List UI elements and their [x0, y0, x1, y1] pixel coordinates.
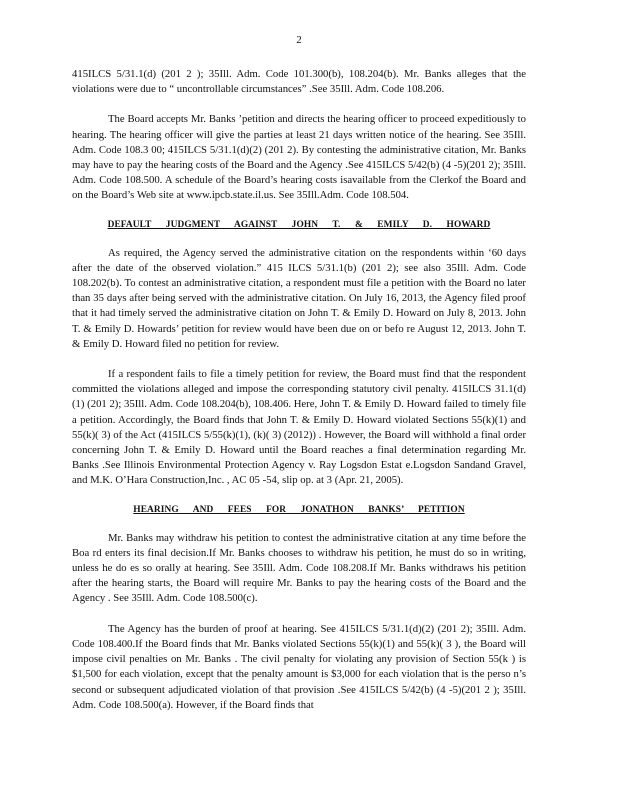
section-heading-hearing-and-fees	[72, 504, 526, 517]
paragraph-burden-of-proof: The Agency has the burden of proof at hearing. See 415ILCS 5/31.1(d)(2) (201 2); 35Ill. Adm. Code 108.400.If the Board finds that Mr. Banks violated Sections 55(k)(1) and 55(k)( 3 ), the Board will impose civil penalties on Mr. Banks . The civil penalty for violating any provision of Section 55(k ) is $1,500 for each violation, except that the penalty amount is $3,000 for each violation that is the perso n’s second or subsequent adjudicated violation of that provision .See 415ILCS 5/42(b) (4 -5)(201 2 ); 35Ill. Adm. Code 108.500(a). However, if the Board finds that	[72, 622, 526, 711]
paragraph-hearing-acceptance: The Board accepts Mr. Banks ’petition and directs the hearing officer to proceed expeditiously to hearing. The hearing officer will give the parties at least 21 days written notice of the hearing. See 35Ill. Adm. Code 108.3 00; 415ILCS 5/31.1(d)(2) (201 2). By contesting the administrative citation, Mr. Banks may have to pay the hearing costs of the Board and the Agency .See 415ILCS 5/42(b) (4 -5)(201 2); 35Ill. Adm. Code 108.500. A schedule of the Board’s hearing costs isavailable from the Clerkof the Board and on the Board’s Web site at www.ipcb.state.il.us. See 35Ill.Adm. Code 108.504.	[72, 113, 526, 202]
section-heading-default-judgment-text: DEFAULT JUDGMENT AGAINST JOHN T. & EMILY D. HOWARD	[107, 219, 491, 230]
section-heading-hearing-and-fees-text: HEARING AND FEES FOR JONATHON BANKS’ PETITION	[133, 504, 465, 515]
paragraph-default-finding: If a respondent fails to file a timely petition for review, the Board must find that the respondent committed the violations alleged and impose the corresponding statutory civil penalty. 415ILCS 31.1(d) (1) (201 2); 35Ill. Adm. Code 108.204(b), 108.406. Here, John T. & Emily D. Howard failed to timely file a petition. Accordingly, the Board finds that John T. & Emily D. Howard violated Sections 55(k)(1) and 55(k)( 3) of the Act (415ILCS 5/55(k)(1), (k)( 3) (2012)) . However, the Board will withhold a final order concerning John T. & Emily D. Howard until the Board reaches a final determination regarding Mr. Banks .See Illinois Environmental Protection Agency v. Ray Logsdon Estat e.Logsdon Sandand Gravel, and M.K. O’Hara Construction,Inc. , AC 05 -54, slip op. at 3 (Apr. 21, 2005).	[72, 368, 526, 487]
section-heading-default-judgment	[72, 219, 526, 232]
page-number: 2	[296, 34, 302, 46]
paragraph-withdrawal: Mr. Banks may withdraw his petition to contest the administrative citation at any time before the Boa rd enters its final decision.If Mr. Banks chooses to withdraw his petition, he must do so in writing, unless he do es so orally at hearing. See 35Ill. Adm. Code 108.208.If Mr. Banks withdraws his petition after the hearing starts, the Board will require Mr. Banks to pay the hearing costs of the Board and the Agency . See 35Ill. Adm. Code 108.500(c).	[72, 531, 526, 605]
paragraph-service-of-citation: As required, the Agency served the administrative citation on the respondents within ‘60 days after the date of the observed violation.” 415 ILCS 5/31.1(b) (201 2); see also 35Ill. Adm. Code 108.202(b). To contest an administrative citation, a respondent must file a petition with the Board no later than 35 days after being served with the administrative citation. On July 16, 2013, the Agency filed proof that it had timely served the administrative citation on John T. & Emily D. Howard on July 8, 2013. John T. & Emily D. Howards’ petition for review would have been due on or befo re August 12, 2013. John T. & Emily D. Howard filed no petition for review.	[72, 246, 526, 350]
paragraph-citation-continuation: 415ILCS 5/31.1(d) (201 2 ); 35Ill. Adm. Code 101.300(b), 108.204(b). Mr. Banks alleges that the violations were due to “ uncontrollable circumstances” .See 35Ill. Adm. Code 108.206.	[72, 68, 526, 96]
